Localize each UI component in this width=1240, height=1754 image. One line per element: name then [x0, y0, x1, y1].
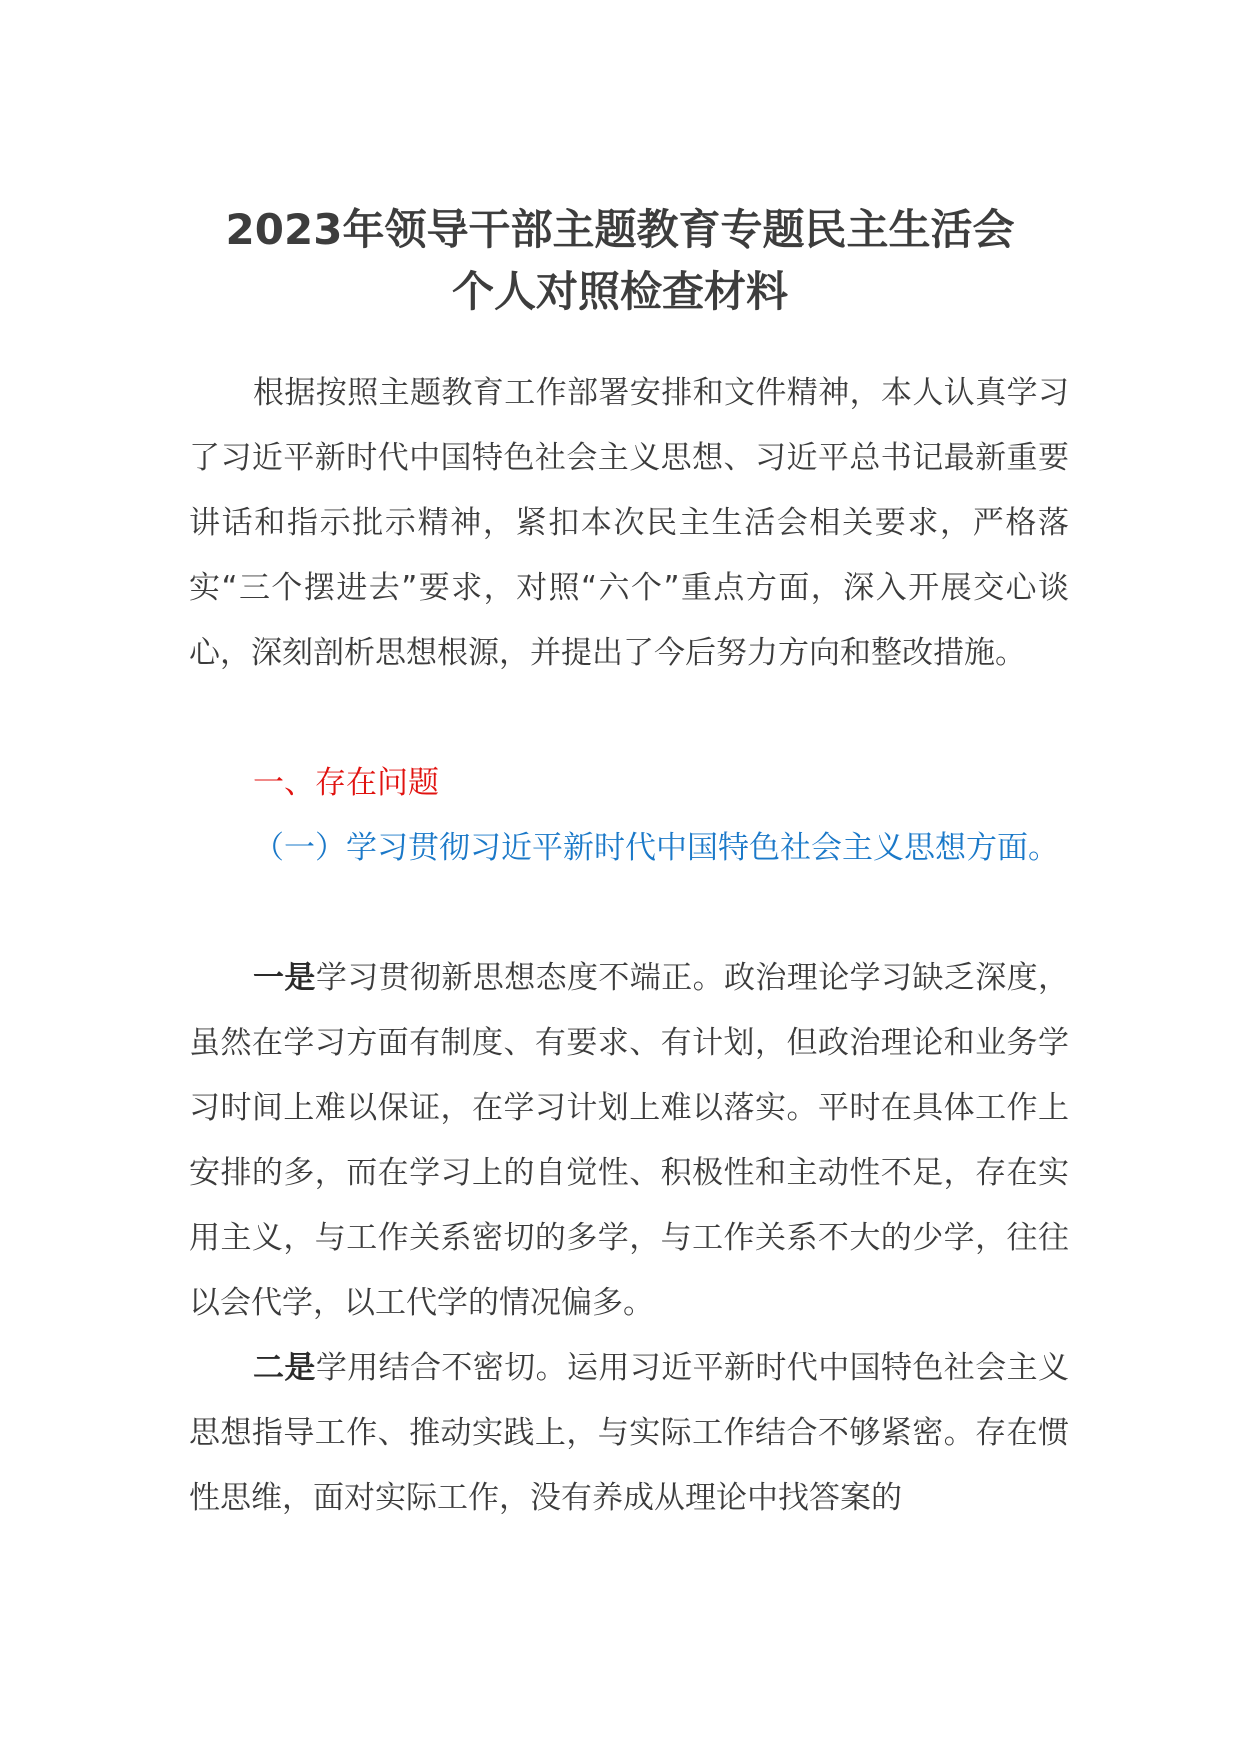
section-heading-problems: 一、存在问题: [253, 765, 439, 801]
point-one-text: 学习贯彻新思想态度不端正。政治理论学习缺乏深度，虽然在学习方面有制度、有要求、有计划，但政治理论和业务学习时间上难以保证，在学习计划上难以落实。平时在具体工作上安排的多，而在学习上的自觉性、积极性和主动性不足，存在实用主义，与工作关系密切的多学，与工作关系不大的少学，往往以会代学，以工代学的情况偏多。: [189, 960, 1070, 1321]
point-two-text: 学用结合不密切。运用习近平新时代中国特色社会主义思想指导工作、推动实践上，与实际工作结合不够紧密。存在惯性思维，面对实际工作，没有养成从理论中找答案的: [189, 1350, 1070, 1516]
point-two-lead: 二是: [253, 1350, 316, 1386]
subsection-heading-study: （一）学习贯彻习近平新时代中国特色社会主义思想方面。: [253, 830, 1059, 866]
point-two-paragraph: [189, 1336, 1069, 1531]
point-one-lead: 一是: [253, 960, 316, 996]
document-title-line2: 个人对照检查材料: [451, 267, 788, 316]
document-title-line1: 2023年领导干部主题教育专题民主生活会: [225, 205, 1015, 254]
intro-paragraph: 根据按照主题教育工作部署安排和文件精神，本人认真学习了习近平新时代中国特色社会主义思想、习近平总书记最新重要讲话和指示批示精神，紧扣本次民主生活会相关要求，严格落实“三个摆进去”要求，对照“六个”重点方面，深入开展交心谈心，深刻剖析思想根源，并提出了今后努力方向和整改措施。: [189, 375, 1069, 671]
point-one-paragraph: [189, 946, 1069, 1336]
